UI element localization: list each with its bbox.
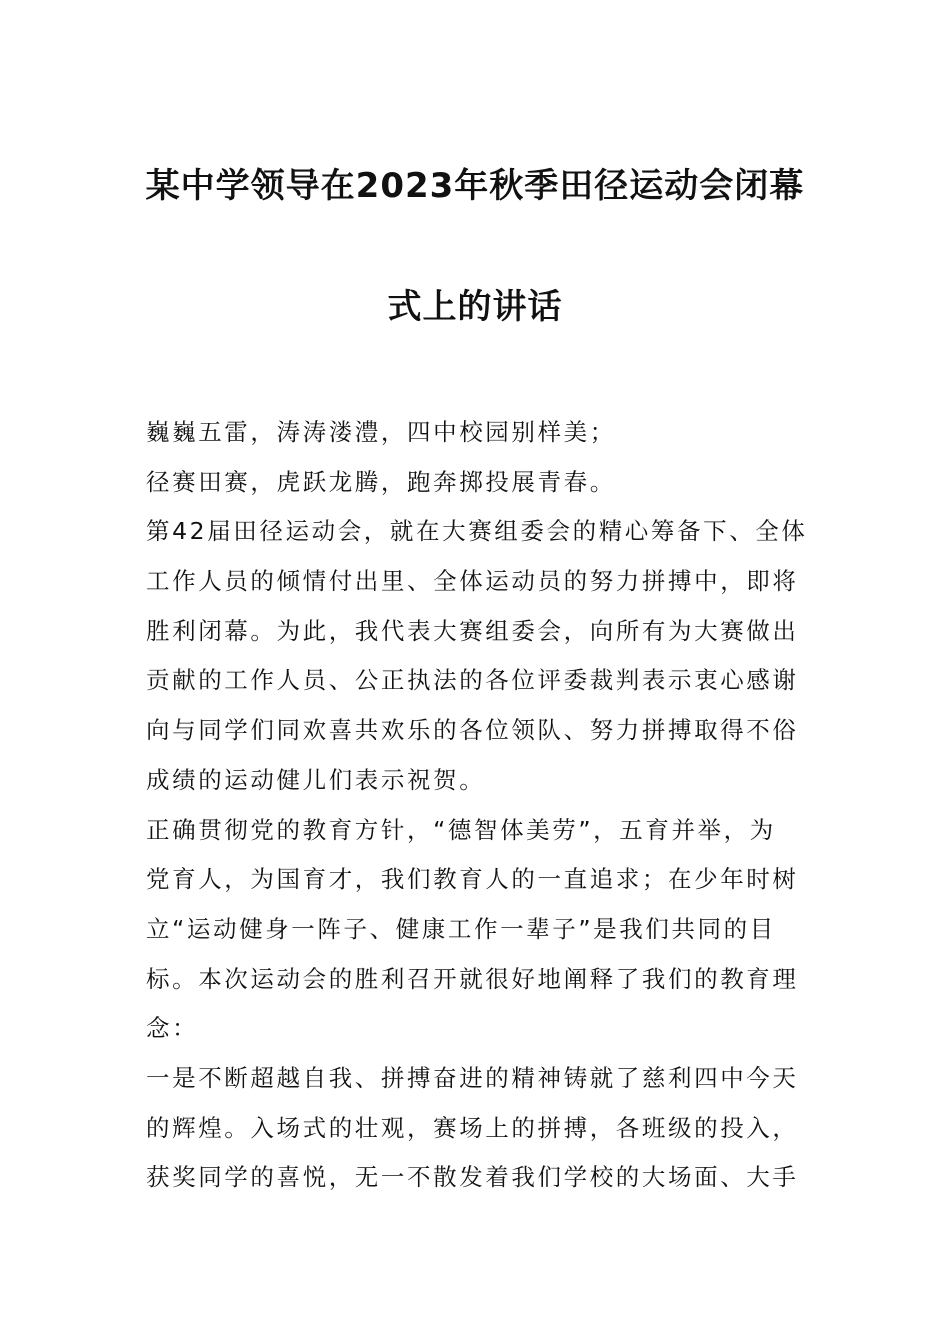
document-title-line-1: 某中学领导在2023年秋季田径运动会闭幕 <box>145 166 805 206</box>
body-line: 党育人，为国育才，我们教育人的一直追求；在少年时树 <box>146 865 799 894</box>
document-title-line-2: 式上的讲话 <box>387 287 563 327</box>
body-line: 径赛田赛，虎跃龙腾，跑奔掷投展青春。 <box>146 467 616 496</box>
body-line: 立“运动健身一阵子、健康工作一辈子”是我们共同的目 <box>146 914 776 943</box>
body-line: 一是不断超越自我、拼搏奋进的精神铸就了慈利四中今天 <box>146 1063 799 1092</box>
body-line: 胜利闭幕。为此，我代表大赛组委会，向所有为大赛做出 <box>146 616 799 645</box>
body-line: 获奖同学的喜悦，无一不散发着我们学校的大场面、大手 <box>146 1163 799 1192</box>
body-line: 向与同学们同欢喜共欢乐的各位领队、努力拼搏取得不俗 <box>146 716 799 745</box>
body-line: 标。本次运动会的胜利召开就很好地阐释了我们的教育理 <box>146 964 799 993</box>
body-line: 正确贯彻党的教育方针，“德智体美劳”，五育并举，为 <box>146 815 776 844</box>
body-line: 成绩的运动健儿们表示祝贺。 <box>146 765 486 794</box>
body-line: 工作人员的倾情付出里、全体运动员的努力拼搏中，即将 <box>146 567 799 596</box>
body-line: 第42届田径运动会，就在大赛组委会的精心筹备下、全体 <box>146 517 808 546</box>
body-line: 念： <box>146 1014 199 1043</box>
document-body <box>146 408 811 1203</box>
body-line: 的辉煌。入场式的壮观，赛场上的拼搏，各班级的投入， <box>146 1113 799 1142</box>
body-line: 贡献的工作人员、公正执法的各位评委裁判表示衷心感谢 <box>146 666 799 695</box>
body-line: 巍巍五雷，涛涛溇澧，四中校园别样美； <box>146 418 616 446</box>
